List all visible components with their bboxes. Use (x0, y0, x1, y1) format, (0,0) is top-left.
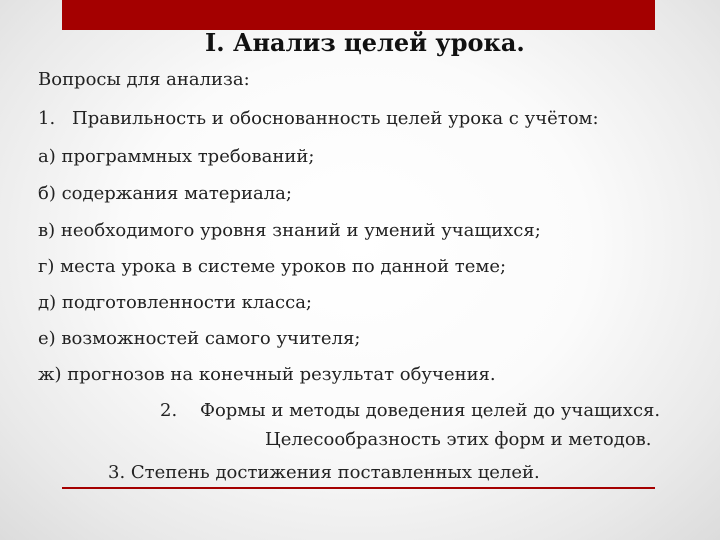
list-item: ж) прогнозов на конечный результат обучения. (38, 364, 496, 385)
question-2 (160, 400, 660, 422)
bottom-accent-rule (62, 487, 655, 489)
list-item: г) места урока в системе уроков по данной теме; (38, 256, 507, 277)
question-2-text: Формы и методы доведения целей до учащихся. (200, 400, 661, 421)
list-item: е) возможностей самого учителя; (38, 328, 361, 349)
slide-title: I. Анализ целей урока. (205, 28, 525, 57)
list-item: д) подготовленности класса; (38, 292, 312, 313)
question-1-text: Правильность и обоснованность целей урока с учётом: (72, 108, 599, 129)
list-item: в) необходимого уровня знаний и умений учащихся; (38, 220, 541, 241)
question-2-continuation: Целесообразность этих форм и методов. (265, 429, 652, 450)
question-2-number: 2. (160, 400, 178, 421)
list-item: а) программных требований; (38, 146, 315, 167)
question-1 (38, 108, 599, 130)
question-3: 3. Степень достижения поставленных целей. (108, 462, 540, 483)
intro-text: Вопросы для анализа: (38, 69, 250, 90)
list-item: б) содержания материала; (38, 183, 292, 204)
question-1-number: 1. (38, 108, 56, 129)
top-accent-bar (62, 0, 655, 30)
